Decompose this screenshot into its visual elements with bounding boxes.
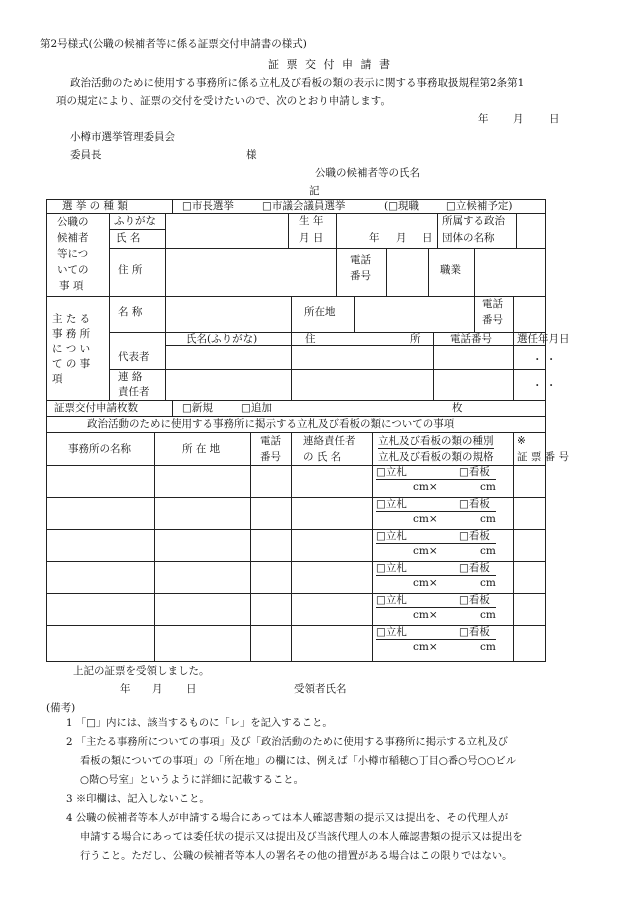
- receipt-year: 年: [120, 683, 131, 695]
- notes-label: (備考): [46, 702, 76, 714]
- receipt-month: 月: [152, 683, 163, 695]
- addressee-chairman: 委員長: [70, 149, 102, 161]
- birth-label-2: 月 日: [299, 232, 324, 244]
- office-section-label-3: に つ い: [52, 343, 91, 355]
- col-sign-type: 立札及び看板の類の種別: [378, 435, 494, 447]
- kanban-checkbox[interactable]: □看板: [459, 594, 490, 606]
- col-contact-1: 連絡責任者: [303, 435, 356, 447]
- col-location: 所 在 地: [182, 443, 221, 455]
- cm-times: cm×: [413, 641, 438, 653]
- birth-month: 月: [396, 232, 407, 244]
- signs-section-title: 政治活動のために使用する事務所に掲示する立札及び看板の類についての事項: [87, 418, 455, 430]
- note-4-line-2: 申請する場合にあっては委任状の提示又は提出及び当該代理人の本人確認書類の提示又は提出を: [80, 831, 523, 843]
- tatefuda-checkbox[interactable]: □立札: [376, 498, 407, 510]
- col-name-furigana: 氏名(ふりがな): [186, 333, 258, 345]
- note-3: 3 ※印欄は、記入しないこと。: [66, 793, 210, 805]
- contact-label-1: 連 絡: [118, 371, 143, 383]
- ki-label: 記: [309, 185, 320, 197]
- furigana-label: ふりがな: [114, 215, 156, 227]
- prospective-candidate-checkbox[interactable]: □立候補予定): [446, 200, 513, 212]
- office-location-label: 所在地: [304, 306, 336, 318]
- col-office-name: 事務所の名称: [68, 443, 131, 455]
- tatefuda-checkbox[interactable]: □立札: [376, 466, 407, 478]
- form-number: 第2号様式(公職の候補者等に係る証票交付申請書の様式): [40, 38, 307, 50]
- col-address-a: 住: [305, 333, 316, 345]
- kanban-checkbox[interactable]: □看板: [459, 498, 490, 510]
- mayor-election-checkbox[interactable]: □市長選挙: [182, 200, 234, 212]
- candidate-section-label-4: いての: [57, 264, 89, 276]
- office-section-label-4: て の 事: [52, 358, 91, 370]
- candidate-address-label: 住 所: [118, 264, 143, 276]
- intro-line-2: 項の規定により、証票の交付を受けたいので、次のとおり申請します。: [56, 95, 391, 107]
- receiver-name-label: 受領者氏名: [294, 683, 347, 695]
- cm-times: cm×: [413, 545, 438, 557]
- tatefuda-checkbox[interactable]: □立札: [376, 562, 407, 574]
- kanban-checkbox[interactable]: □看板: [459, 562, 490, 574]
- tatefuda-checkbox[interactable]: □立札: [376, 626, 407, 638]
- tatefuda-checkbox[interactable]: □立札: [376, 530, 407, 542]
- cm-times: cm×: [413, 513, 438, 525]
- office-section-label-1: 主 た る: [52, 313, 91, 325]
- col-contact-2: の 氏 名: [303, 451, 342, 463]
- col-appointment-date: 選任年月日: [517, 333, 570, 345]
- sheet-count-unit: 枚: [452, 402, 463, 414]
- receipt-text: 上記の証票を受領しました。: [73, 665, 210, 677]
- candidate-phone-label-1: 電話: [350, 254, 371, 266]
- cm-times: cm×: [413, 577, 438, 589]
- candidate-section-label-5: 事 項: [59, 280, 84, 292]
- rep-date-dots: ・ ・: [532, 354, 557, 366]
- cm-unit: cm: [480, 609, 496, 621]
- office-phone-label-2: 番号: [482, 314, 503, 326]
- birth-year: 年: [369, 232, 380, 244]
- issue-count-label: 証票交付申請枚数: [54, 402, 138, 414]
- kanban-checkbox[interactable]: □看板: [459, 530, 490, 542]
- note-4-line-1: 4 公職の候補者等本人が申請する場合にあっては本人確認書類の提示又は提出を、その代理人が: [66, 812, 509, 824]
- candidate-phone-label-2: 番号: [350, 270, 371, 282]
- kanban-checkbox[interactable]: □看板: [459, 626, 490, 638]
- date-day: 日: [549, 113, 560, 125]
- representative-label: 代表者: [118, 351, 150, 363]
- cm-times: cm×: [413, 609, 438, 621]
- party-label-1: 所属する政治: [442, 215, 505, 227]
- election-type-label: 選 挙 の 種 類: [62, 200, 128, 212]
- receipt-day: 日: [186, 683, 197, 695]
- birth-day: 日: [422, 232, 433, 244]
- page-title: 証 票 交 付 申 請 書: [268, 58, 392, 71]
- candidate-section-label-3: 等につ: [57, 248, 89, 260]
- applicant-name-label: 公職の候補者等の氏名: [315, 167, 420, 179]
- col-sign-spec: 立札及び看板の類の規格: [378, 451, 494, 463]
- candidate-name-label: 氏 名: [116, 232, 141, 244]
- cm-unit: cm: [480, 577, 496, 589]
- office-phone-label-1: 電話: [482, 298, 503, 310]
- date-month: 月: [513, 113, 524, 125]
- date-year: 年: [478, 113, 489, 125]
- occupation-label: 職業: [440, 264, 461, 276]
- addressee-sama: 様: [246, 149, 257, 161]
- kanban-checkbox[interactable]: □看板: [459, 466, 490, 478]
- cm-unit: cm: [480, 545, 496, 557]
- note-4-line-3: 行うこと。ただし、公職の候補者等本人の署名その他の措置がある場合はこの限りではない。: [80, 850, 513, 862]
- col-phone-1: 電話: [260, 435, 281, 447]
- contact-label-2: 責任者: [118, 386, 150, 398]
- incumbent-checkbox[interactable]: (□現職: [384, 200, 420, 212]
- birth-label-1: 生 年: [299, 215, 324, 227]
- note-2-line-2: 看板の類についての事項」の「所在地」の欄には、例えば「小樽市稲穂○丁目○番○号○○ビル: [80, 755, 516, 767]
- intro-line-1: 政治活動のために使用する事務所に係る立札及び看板の類の表示に関する事務取扱規程第2条第1: [70, 77, 525, 89]
- col-cert-mark: ※: [517, 435, 526, 447]
- new-application-checkbox[interactable]: □新規: [182, 402, 213, 414]
- note-2-line-3: ○階○号室」というように詳細に記載すること。: [80, 774, 304, 786]
- office-section-label-2: 事 務 所: [52, 328, 91, 340]
- office-name-label: 名 称: [118, 306, 143, 318]
- council-election-checkbox[interactable]: □市議会議員選挙: [262, 200, 346, 212]
- additional-application-checkbox[interactable]: □追加: [241, 402, 272, 414]
- col-address-b: 所: [410, 333, 421, 345]
- col-phone-2: 番号: [260, 451, 281, 463]
- note-1: 1 「□」内には、該当するものに「レ」を記入すること。: [66, 717, 333, 729]
- candidate-section-label-2: 候補者: [57, 232, 89, 244]
- cm-unit: cm: [480, 641, 496, 653]
- col-cert-number: 証 票 番 号: [517, 451, 570, 463]
- col-phone-number: 電話番号: [450, 333, 492, 345]
- office-section-label-5: 項: [52, 373, 63, 385]
- cm-unit: cm: [480, 513, 496, 525]
- contact-date-dots: ・ ・: [532, 380, 557, 392]
- candidate-section-label-1: 公職の: [57, 216, 89, 228]
- cm-unit: cm: [480, 481, 496, 493]
- cm-times: cm×: [413, 481, 438, 493]
- tatefuda-checkbox[interactable]: □立札: [376, 594, 407, 606]
- note-2-line-1: 2 「主たる事務所についての事項」及び「政治活動のために使用する事務所に掲示する立札及び: [66, 736, 509, 748]
- addressee-committee: 小樽市選挙管理委員会: [70, 131, 175, 143]
- party-label-2: 団体の名称: [442, 232, 495, 244]
